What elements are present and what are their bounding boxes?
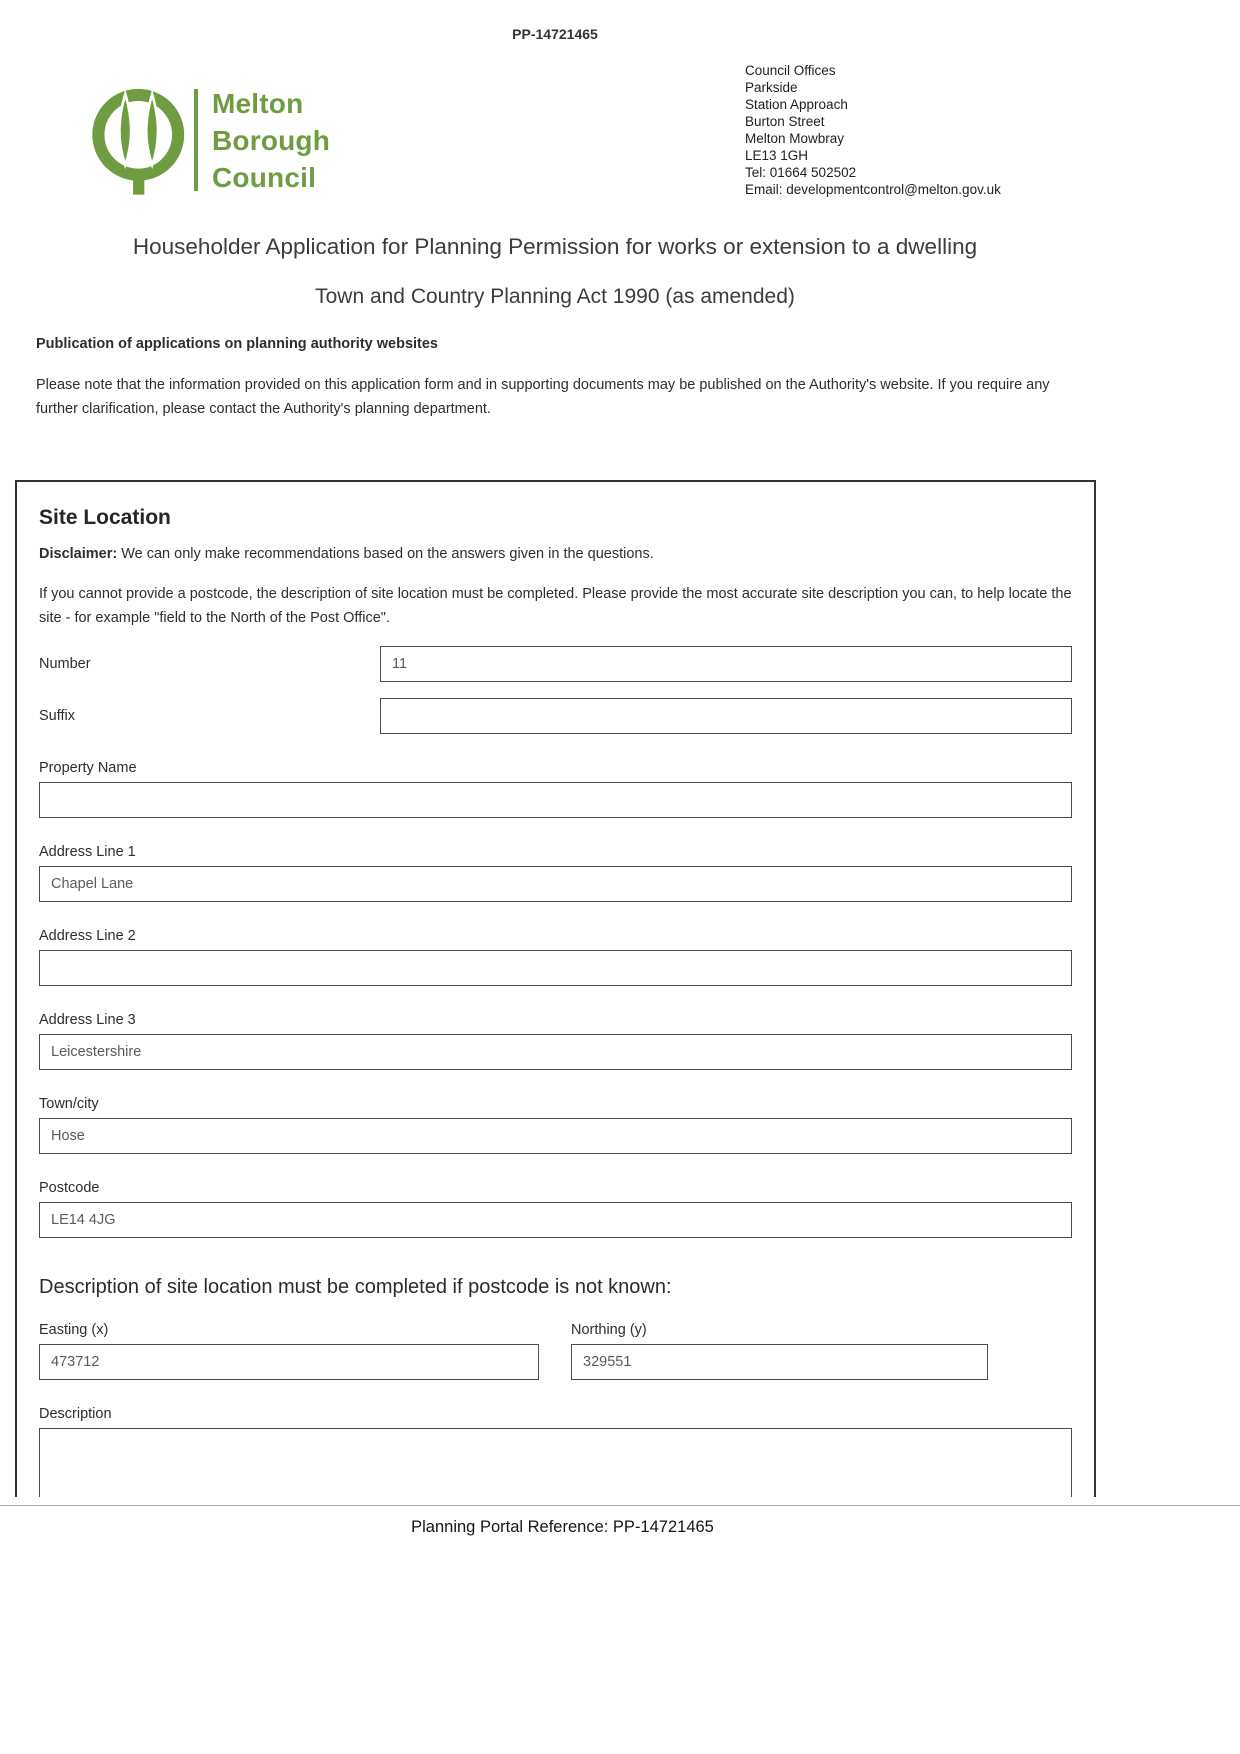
address-line-2-label: Address Line 2 bbox=[39, 928, 136, 944]
footer-divider bbox=[0, 1505, 1240, 1506]
description-requirement-heading: Description of site location must be completed if postcode is not known: bbox=[39, 1276, 672, 1298]
footer-reference: Planning Portal Reference: PP-14721465 bbox=[411, 1518, 714, 1536]
number-label: Number bbox=[39, 655, 91, 672]
easting-input[interactable] bbox=[39, 1344, 539, 1380]
town-city-label: Town/city bbox=[39, 1096, 99, 1112]
address-line-2-input[interactable] bbox=[39, 950, 1072, 986]
section-intro: If you cannot provide a postcode, the description of site location must be completed. Please provide the most accurate site description you can, to help locate the site - for example "field to the North of the Post Office". bbox=[39, 586, 1072, 626]
address-line: LE13 1GH bbox=[745, 148, 809, 163]
field-postcode bbox=[39, 1180, 1072, 1238]
postcode-label: Postcode bbox=[39, 1180, 100, 1196]
address-line-3-label: Address Line 3 bbox=[39, 1012, 136, 1028]
suffix-label: Suffix bbox=[39, 707, 76, 724]
address-line-1-label: Address Line 1 bbox=[39, 844, 136, 860]
address-line: Melton Mowbray bbox=[745, 131, 845, 146]
address-line: Burton Street bbox=[745, 114, 825, 129]
address-line: Station Approach bbox=[745, 97, 848, 112]
field-property-name bbox=[39, 760, 1072, 818]
description-label: Description bbox=[39, 1406, 112, 1422]
address-line: Email: developmentcontrol@melton.gov.uk bbox=[745, 182, 1001, 197]
number-input[interactable] bbox=[380, 646, 1072, 682]
northing-input[interactable] bbox=[571, 1344, 988, 1380]
field-address-line-1 bbox=[39, 844, 1072, 902]
council-address bbox=[745, 62, 1001, 198]
disclaimer-text: We can only make recommendations based on the answers given in the questions. bbox=[117, 546, 654, 562]
council-logo-icon bbox=[88, 81, 192, 199]
publication-heading: Publication of applications on planning authority websites bbox=[36, 336, 438, 352]
field-address-line-2 bbox=[39, 928, 1072, 986]
address-line-3-input[interactable] bbox=[39, 1034, 1072, 1070]
form-title: Householder Application for Planning Permission for works or extension to a dwelling bbox=[132, 234, 978, 259]
field-town-city bbox=[39, 1096, 1072, 1154]
property-name-input[interactable] bbox=[39, 782, 1072, 818]
form-subtitle: Town and Country Planning Act 1990 (as amended) bbox=[315, 285, 795, 308]
publication-body: Please note that the information provided on this application form and in supporting documents may be published on the Authority's website. If you require any further clarification, please contact the Authority's planning department. bbox=[36, 377, 1050, 417]
northing-label: Northing (y) bbox=[571, 1322, 647, 1338]
property-name-label: Property Name bbox=[39, 760, 137, 776]
field-row-suffix bbox=[39, 698, 1072, 734]
site-location-section bbox=[15, 480, 1096, 1497]
logo-line-2: Borough bbox=[212, 124, 331, 156]
address-line-1-input[interactable] bbox=[39, 866, 1072, 902]
disclaimer-label: Disclaimer: bbox=[39, 546, 118, 562]
field-row-number bbox=[39, 646, 1072, 682]
town-city-input[interactable] bbox=[39, 1118, 1072, 1154]
field-northing bbox=[571, 1321, 988, 1380]
address-line: Tel: 01664 502502 bbox=[745, 165, 857, 180]
suffix-input[interactable] bbox=[380, 698, 1072, 734]
postcode-input[interactable] bbox=[39, 1202, 1072, 1238]
logo-line-3: Council bbox=[212, 161, 317, 193]
coordinates-row bbox=[39, 1321, 1072, 1380]
easting-label: Easting (x) bbox=[39, 1322, 109, 1338]
address-line: Parkside bbox=[745, 80, 798, 95]
council-logo bbox=[88, 80, 330, 200]
disclaimer bbox=[39, 546, 1072, 562]
page-reference: PP-14721465 bbox=[512, 26, 598, 42]
section-title: Site Location bbox=[39, 506, 171, 529]
description-input[interactable] bbox=[39, 1428, 1072, 1497]
field-description bbox=[39, 1406, 1072, 1497]
council-logo-text bbox=[212, 85, 330, 196]
field-easting bbox=[39, 1321, 539, 1380]
address-line: Council Offices bbox=[745, 63, 836, 78]
logo-divider bbox=[194, 89, 198, 191]
field-address-line-3 bbox=[39, 1012, 1072, 1070]
logo-line-1: Melton bbox=[212, 87, 304, 119]
